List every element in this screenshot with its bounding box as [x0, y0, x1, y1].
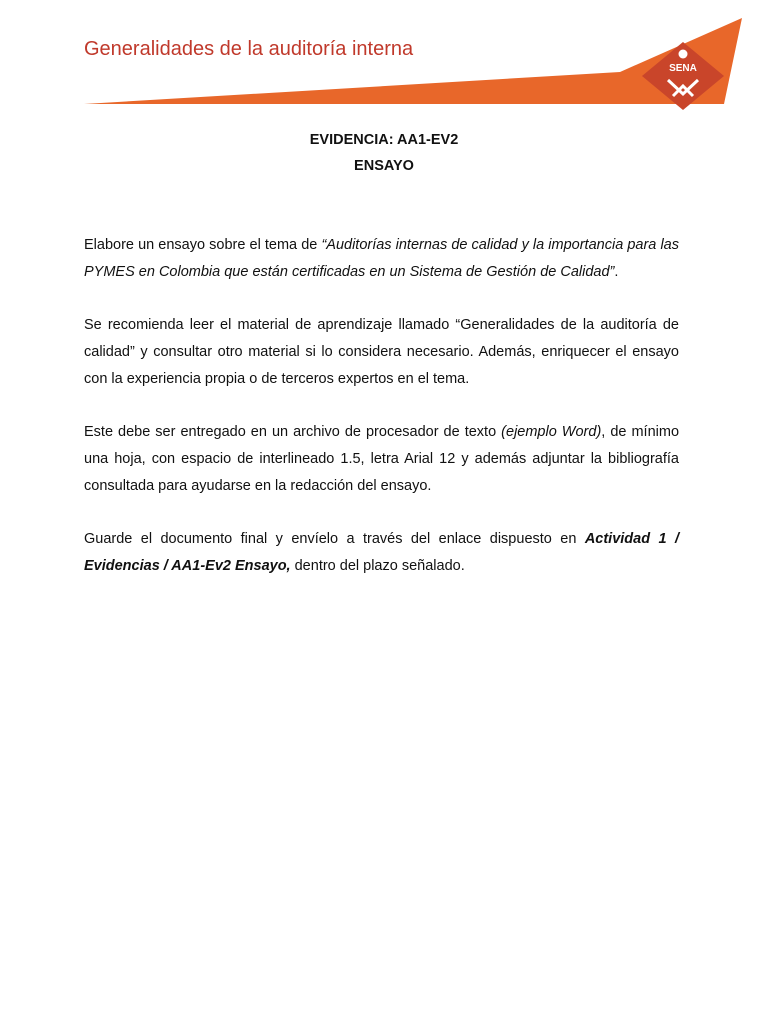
document-heading-evidence: EVIDENCIA: AA1-EV2: [309, 132, 459, 148]
document-heading-type: ENSAYO: [354, 158, 414, 174]
paragraph-recommendation: Se recomienda leer el material de aprendizaje llamado “Generalidades de la auditoría de calidad” y consultar otro material si lo considera necesario. Además, enriquecer el ensayo con la experiencia propia o de terceros expertos en el tema.: [84, 317, 679, 387]
paragraph-essay-topic: [84, 232, 679, 286]
paragraph-delivery-format: [84, 419, 679, 500]
page-header: [0, 0, 768, 110]
sena-logo: [640, 40, 726, 110]
header-title: Generalidades de la auditoría interna: [84, 38, 414, 60]
paragraph-text: Elabore un ensayo sobre el tema de: [84, 237, 322, 253]
paragraph-text: Guarde el documento final y envíelo a través del enlace dispuesto en: [84, 531, 585, 547]
sena-logo-text: SENA: [669, 63, 697, 74]
paragraph-text: .: [614, 264, 619, 280]
paragraph-text: dentro del plazo señalado.: [290, 558, 465, 574]
paragraph-text: , de mínimo una hoja, con espacio de interlineado 1.5, letra Arial 12 y además adjuntar la bibliografía consultada para ayudarse en la redacción del ensayo.: [84, 424, 680, 494]
submission-location: Actividad 1 / Evidencias / AA1-Ev2 Ensayo,: [84, 531, 679, 574]
paragraph-text: Este debe ser entregado en un archivo de procesador de texto: [84, 424, 502, 440]
format-example: (ejemplo Word): [501, 424, 602, 440]
essay-topic-quote: “Auditorías internas de calidad y la importancia para las PYMES en Colombia que están certificadas en un Sistema de Gestión de Calidad”: [84, 237, 679, 280]
paragraph-submission: [84, 526, 679, 580]
